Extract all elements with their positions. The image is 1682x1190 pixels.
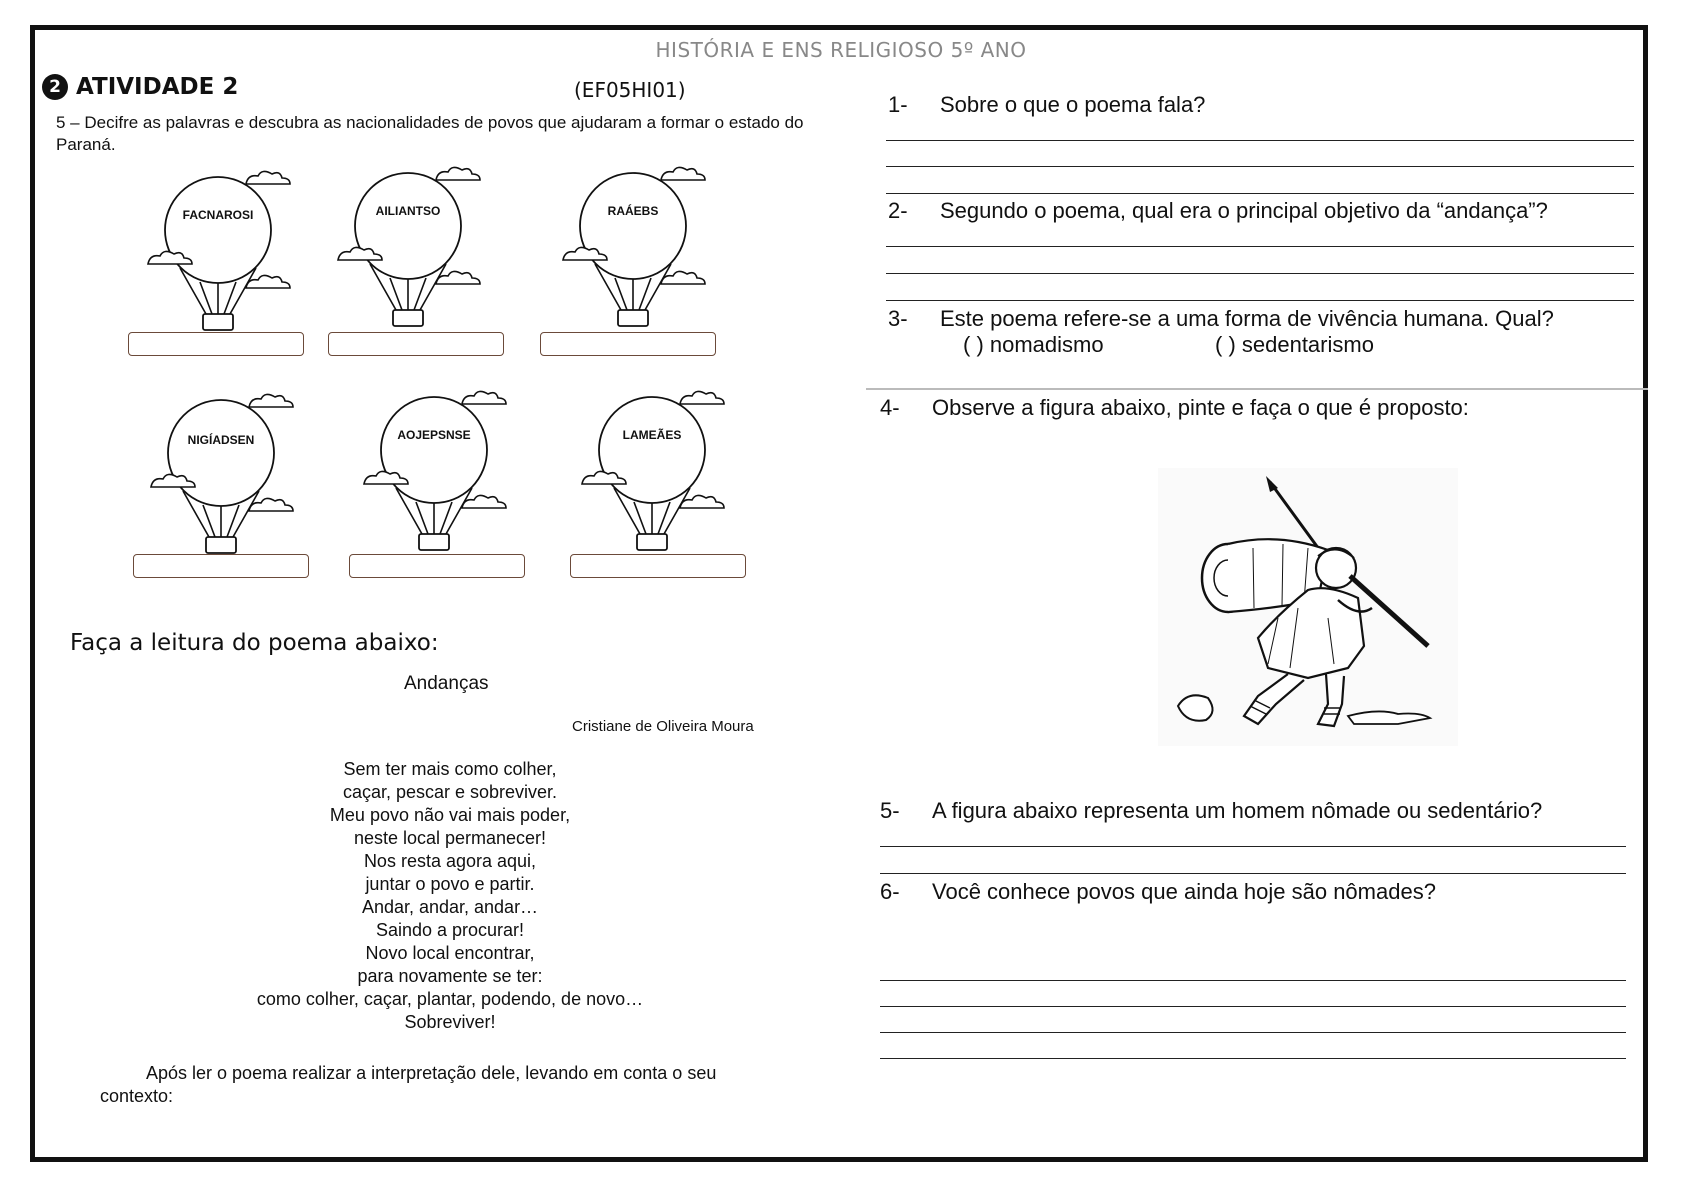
interpretation-instruction: Após ler o poema realizar a interpretação dele, levando em conta o seu contexto: — [100, 1063, 717, 1106]
poem-line: Saindo a procurar! — [375, 920, 525, 940]
question-4-text: Observe a figura abaixo, pinte e faça o que é proposto: — [932, 395, 1469, 420]
poem-line: Sobreviver! — [404, 1012, 496, 1032]
balloon-2 — [318, 158, 498, 358]
balloon-3 — [543, 158, 723, 358]
answer-line[interactable] — [880, 873, 1626, 874]
balloon-3-drawing — [543, 158, 723, 338]
activity-title — [42, 74, 238, 100]
poem-line: Novo local encontrar, — [365, 943, 535, 963]
question-5-text: A figura abaixo representa um homem nômade ou sedentário? — [932, 798, 1543, 823]
balloon-6-drawing — [562, 382, 742, 562]
question-1-number: 1- — [888, 92, 908, 117]
poem-line: caçar, pescar e sobreviver. — [342, 782, 558, 802]
poem-line: Nos resta agora aqui, — [363, 851, 537, 871]
poem-line: neste local permanecer! — [353, 828, 547, 848]
poem-title: Andanças — [404, 673, 489, 694]
balloon-word-4: NIGÍADSEN — [187, 433, 255, 447]
answer-line[interactable] — [880, 980, 1626, 981]
poem-line: Andar, andar, andar… — [361, 897, 539, 917]
page-header: HISTÓRIA E ENS RELIGIOSO 5º ANO — [655, 38, 1027, 62]
answer-box-2[interactable] — [328, 332, 504, 356]
poem-line: Sem ter mais como colher, — [343, 759, 557, 779]
answer-line[interactable] — [886, 140, 1634, 141]
answer-box-5[interactable] — [349, 554, 525, 578]
answer-line[interactable] — [886, 193, 1634, 194]
question-6-text: Você conhece povos que ainda hoje são nômades? — [932, 879, 1436, 904]
balloon-word-2: AILIANTSO — [375, 204, 441, 218]
poem-line: para novamente se ter: — [357, 966, 543, 986]
balloon-4-drawing — [131, 385, 311, 565]
balloon-word-1: FACNAROSI — [182, 208, 254, 222]
balloon-word-6: LAMEÃES — [622, 428, 682, 442]
nomad-man-drawing — [1158, 468, 1458, 746]
answer-line[interactable] — [880, 1032, 1626, 1033]
question-6-number: 6- — [880, 879, 900, 904]
option-nomadismo[interactable]: ( ) nomadismo — [963, 332, 1104, 357]
skill-code: (EF05HI01) — [574, 78, 686, 102]
question-6 — [880, 879, 1436, 905]
balloon-1-drawing — [128, 162, 308, 342]
poem-line: Meu povo não vai mais poder, — [329, 805, 571, 825]
section-divider — [866, 388, 1648, 390]
answer-line[interactable] — [886, 246, 1634, 247]
question-3 — [888, 306, 1554, 332]
question-2 — [888, 198, 1548, 224]
question-3-number: 3- — [888, 306, 908, 331]
answer-line[interactable] — [880, 1006, 1626, 1007]
answer-line[interactable] — [886, 166, 1634, 167]
answer-box-3[interactable] — [540, 332, 716, 356]
answer-box-6[interactable] — [570, 554, 746, 578]
question-5 — [880, 798, 1542, 824]
answer-box-4[interactable] — [133, 554, 309, 578]
balloon-word-5: AOJEPSNSE — [397, 428, 471, 442]
question-4-number: 4- — [880, 395, 900, 420]
answer-line[interactable] — [880, 846, 1626, 847]
answer-line[interactable] — [880, 1058, 1626, 1059]
activity-title-text: ATIVIDADE 2 — [76, 74, 239, 100]
answer-box-1[interactable] — [128, 332, 304, 356]
activity-instruction: 5 – Decifre as palavras e descubra as nacionalidades de povos que ajudaram a formar o estado do Paraná. — [56, 113, 804, 154]
activity-number-badge: 2 — [42, 74, 68, 100]
poem-author: Cristiane de Oliveira Moura — [572, 718, 754, 735]
question-3-text: Este poema refere-se a uma forma de vivência humana. Qual? — [940, 306, 1554, 331]
question-1-text: Sobre o que o poema fala? — [940, 92, 1206, 117]
poem-line: como colher, caçar, plantar, podendo, de novo… — [256, 989, 644, 1009]
question-2-text: Segundo o poema, qual era o principal objetivo da “andança”? — [940, 198, 1548, 223]
balloon-6 — [562, 382, 742, 582]
option-sedentarismo[interactable]: ( ) sedentarismo — [1215, 332, 1374, 357]
question-5-number: 5- — [880, 798, 900, 823]
nomad-figure — [1158, 468, 1458, 746]
answer-line[interactable] — [886, 300, 1634, 301]
balloon-word-3: RAÁEBS — [607, 204, 659, 218]
poem-body — [200, 758, 700, 1034]
reading-instruction: Faça a leitura do poema abaixo: — [70, 630, 439, 656]
question-2-number: 2- — [888, 198, 908, 223]
poem-line: juntar o povo e partir. — [365, 874, 535, 894]
question-4 — [880, 395, 1469, 421]
question-1 — [888, 92, 1205, 118]
answer-line[interactable] — [886, 273, 1634, 274]
balloon-5-drawing — [344, 382, 524, 562]
balloon-2-drawing — [318, 158, 498, 338]
balloon-5 — [344, 382, 524, 582]
